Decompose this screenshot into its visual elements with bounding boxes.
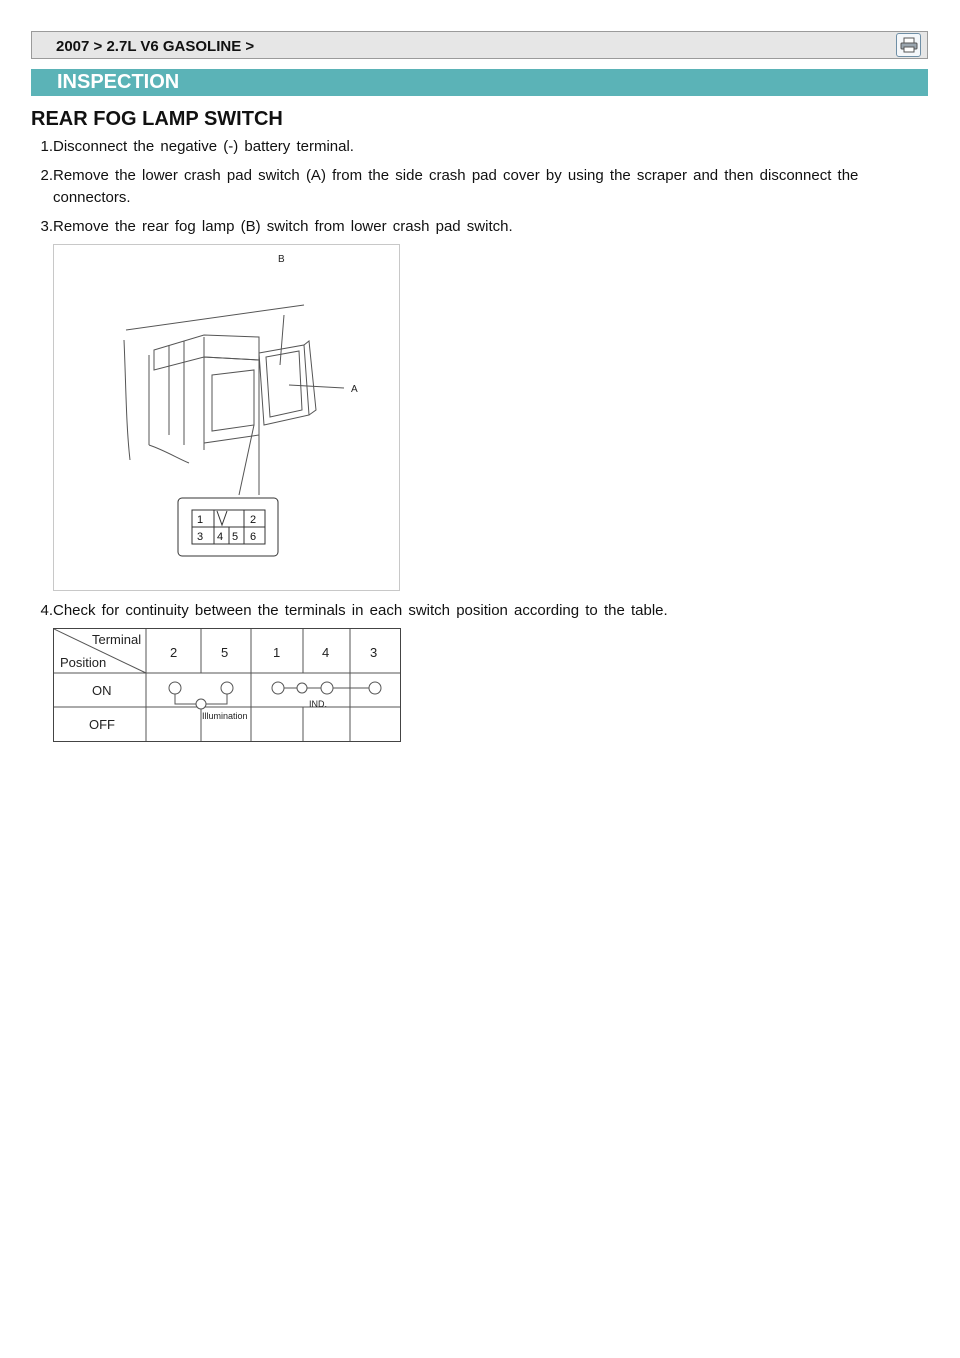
step-text: Remove the rear fog lamp (B) switch from lower crash pad switch.: [53, 218, 513, 235]
section-header: [31, 69, 928, 96]
header-terminal: Terminal: [92, 632, 142, 647]
breadcrumb: [31, 31, 928, 59]
terminal-1: 1: [273, 645, 281, 660]
connector-pin-3: 3: [197, 531, 204, 543]
step-number: 2.: [40, 167, 53, 184]
connector-pin-6: 6: [250, 531, 257, 543]
step-number: 1.: [40, 138, 53, 155]
terminal-3: 3: [370, 645, 378, 660]
connector-pin-2: 2: [250, 514, 257, 526]
continuity-table: [53, 628, 401, 742]
connector-pin-5: 5: [232, 531, 239, 543]
section-title: INSPECTION: [57, 71, 180, 93]
illumination-label: Illumination: [202, 711, 248, 721]
step-text: Disconnect the negative (-) battery terminal.: [53, 138, 354, 155]
row-off: OFF: [89, 717, 115, 732]
print-button[interactable]: [896, 33, 921, 57]
page-title: REAR FOG LAMP SWITCH: [31, 108, 283, 130]
step-text: Check for continuity between the terminals in each switch position according to the table.: [53, 602, 668, 619]
switch-illustration: [54, 245, 399, 590]
breadcrumb-text: 2007 > 2.7L V6 GASOLINE >: [56, 38, 255, 55]
label-a: A: [351, 384, 358, 395]
header-position: Position: [60, 655, 107, 670]
step-number: 3.: [40, 218, 53, 235]
step-text: Remove the lower crash pad switch (A) from the side crash pad cover by using the scraper and then disconnect the connectors.: [53, 167, 859, 206]
terminal-2: 2: [170, 645, 178, 660]
switch-location-figure: [53, 244, 400, 591]
label-b: B: [278, 254, 285, 265]
row-on: ON: [92, 683, 112, 698]
continuity-table-grid: [54, 629, 400, 741]
step-number: 4.: [40, 602, 53, 619]
printer-icon: [900, 37, 918, 53]
terminal-5: 5: [221, 645, 229, 660]
connector-pin-4: 4: [217, 531, 224, 543]
ind-label: IND.: [309, 699, 327, 709]
connector-pin-1: 1: [197, 514, 204, 526]
terminal-4: 4: [322, 645, 330, 660]
